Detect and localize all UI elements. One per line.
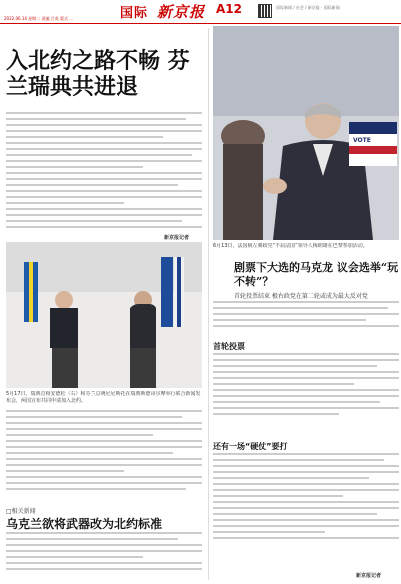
lower-body-text	[6, 410, 202, 502]
masthead-info: 国际新闻 / 社会 / 新京报 · 国际新闻	[276, 5, 340, 10]
column-divider	[208, 28, 209, 580]
main-body-text	[6, 112, 202, 236]
right-photo	[213, 26, 399, 240]
page-number: A12	[216, 2, 242, 16]
related-tag: □相关新闻	[6, 508, 36, 515]
section-name: 国际	[120, 6, 149, 21]
newspaper-logo: 新京报	[157, 3, 206, 21]
right-body-text-2	[213, 453, 399, 571]
masthead	[0, 0, 401, 24]
right-body-text-1	[213, 353, 399, 437]
qr-code-icon	[258, 4, 272, 18]
right-byline: 新京报记者	[356, 573, 382, 579]
related-headline: 乌克兰欲将武器改为北约标准	[6, 517, 163, 531]
right-subhead: 首轮投票结束 极右政党在第二轮或成为最大反对党	[234, 293, 368, 300]
right-photo-caption: 6月13日，法国极左翼政党“不屈法国”领导人梅朗雄在巴黎参加活动。	[213, 243, 368, 249]
right-intro-text	[213, 301, 399, 337]
main-photo-caption: 5月17日，瑞典首相安德松（右）和芬兰总统尼尼斯托在瑞典斯德哥尔摩举行联合新闻发布会，两国宣布共同申请加入北约。	[6, 391, 201, 404]
section-head-hard-battle: 还有一场“硬仗”要打	[213, 442, 288, 451]
related-body-text	[6, 532, 202, 580]
main-photo	[6, 242, 202, 388]
section-head-first-round: 首轮投票	[213, 342, 245, 351]
svg-text:VOTE: VOTE	[353, 137, 371, 144]
main-byline: 新京报记者	[164, 235, 190, 241]
issue-date: 2022.06.14 星期二 责编 吕英 版式 …	[4, 16, 74, 21]
right-headline: 剧票下大选的马克龙 议会选举“玩不转”？	[234, 261, 399, 288]
main-headline: 入北约之路不畅 芬兰瑞典共进退	[6, 48, 190, 100]
